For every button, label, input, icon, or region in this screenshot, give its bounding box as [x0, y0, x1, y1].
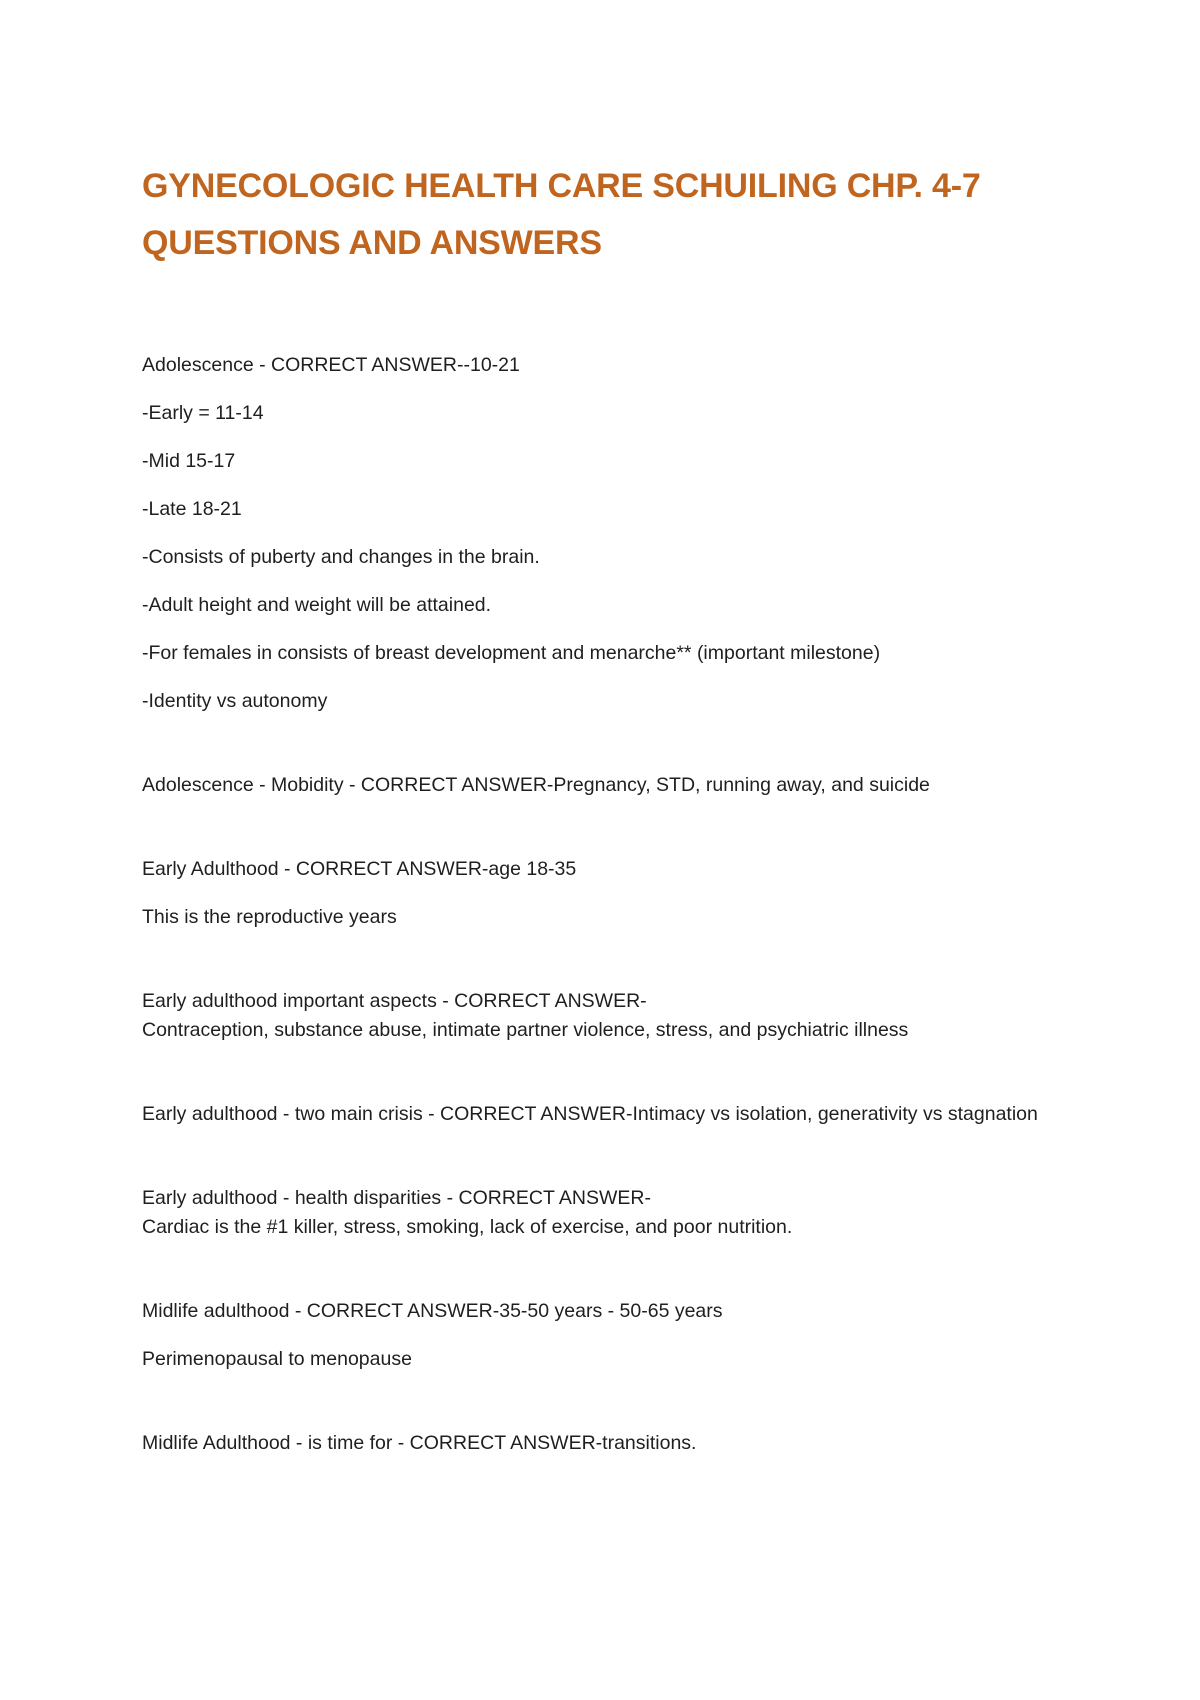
- qa-line: -Adult height and weight will be attained.: [142, 594, 492, 616]
- qa-line: Contraception, substance abuse, intimate partner violence, stress, and psychiatric illness: [142, 1019, 909, 1041]
- qa-line: -For females in consists of breast development and menarche** (important milestone): [142, 642, 881, 664]
- qa-line: Cardiac is the #1 killer, stress, smoking, lack of exercise, and poor nutrition.: [142, 1216, 793, 1238]
- qa-entry-adolescence: [142, 352, 1102, 715]
- qa-line: Adolescence - CORRECT ANSWER--10-21: [142, 354, 520, 376]
- qa-line: This is the reproductive years: [142, 906, 397, 928]
- qa-line: Early adulthood - two main crisis - CORRECT ANSWER-Intimacy vs isolation, generativity vs stagnation: [142, 1103, 1038, 1125]
- qa-line: -Consists of puberty and changes in the brain.: [142, 546, 540, 568]
- qa-line: Early Adulthood - CORRECT ANSWER-age 18-35: [142, 858, 577, 880]
- qa-entry-early-adulthood-aspects: [142, 988, 1102, 1044]
- qa-entry-early-adulthood-disparities: [142, 1185, 1102, 1241]
- qa-line: -Mid 15-17: [142, 450, 236, 472]
- qa-entry-early-adulthood: [142, 856, 1102, 931]
- qa-line: Adolescence - Mobidity - CORRECT ANSWER-Pregnancy, STD, running away, and suicide: [142, 774, 930, 796]
- qa-list: [142, 352, 1102, 1457]
- qa-line: Perimenopausal to menopause: [142, 1348, 412, 1370]
- qa-line: -Late 18-21: [142, 498, 242, 520]
- qa-line: Midlife Adulthood - is time for - CORRECT ANSWER-transitions.: [142, 1432, 697, 1454]
- document-content: [142, 158, 1102, 1457]
- title-line-1: GYNECOLOGIC HEALTH CARE SCHUILING CHP. 4-7: [142, 167, 981, 205]
- qa-entry-adolescence-morbidity: [142, 772, 1102, 799]
- qa-line: -Early = 11-14: [142, 402, 264, 424]
- qa-entry-midlife-adulthood: [142, 1298, 1102, 1373]
- qa-line: Midlife adulthood - CORRECT ANSWER-35-50 years - 50-65 years: [142, 1300, 723, 1322]
- qa-line: Early adulthood - health disparities - CORRECT ANSWER-: [142, 1187, 651, 1209]
- qa-entry-midlife-transitions: [142, 1430, 1102, 1457]
- title-line-2: QUESTIONS AND ANSWERS: [142, 224, 602, 262]
- document-title: [142, 158, 1102, 272]
- qa-entry-early-adulthood-crisis: [142, 1101, 1102, 1128]
- qa-line: -Identity vs autonomy: [142, 690, 328, 712]
- qa-line: Early adulthood important aspects - CORRECT ANSWER-: [142, 990, 647, 1012]
